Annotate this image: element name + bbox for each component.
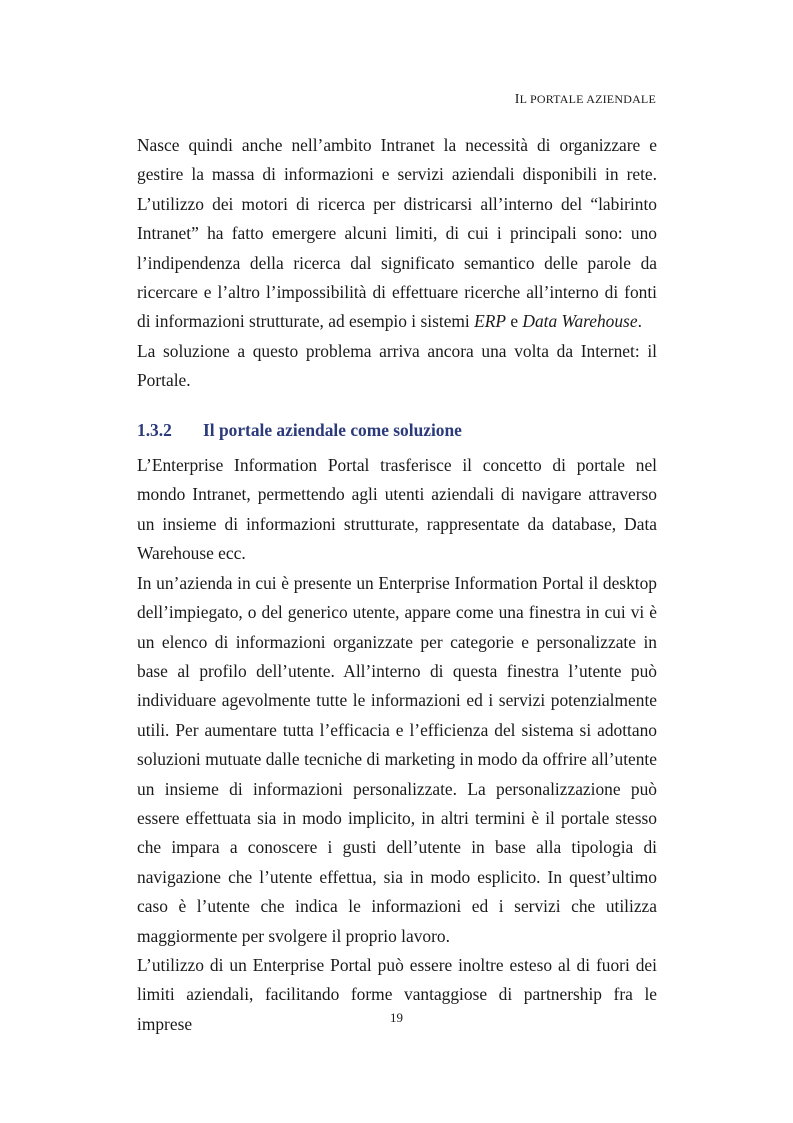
term-data-warehouse: Data Warehouse xyxy=(522,311,638,332)
running-header xyxy=(515,92,656,108)
page-number: 19 xyxy=(390,1010,403,1025)
section-heading xyxy=(137,416,657,445)
page-body xyxy=(137,131,657,1039)
paragraph-eip-intro: L’Enterprise Information Portal trasferisce il concetto di portale nel mondo Intranet, permettendo agli utenti aziendali di navigare attraverso un insieme di informazioni strutturate, rappresentate da database, Data Warehouse ecc. xyxy=(137,455,657,564)
paragraph-eip-desktop: In un’azienda in cui è presente un Enterprise Information Portal il desktop dell’impiegato, o del generico utente, appare come una finestra in cui vi è un elenco di informazioni organizzate per categorie e personalizzate in base al profilo dell’utente. All’interno di questa finestra l’utente può individuare agevolmente tutte le informazioni ed i servizi potenzialmente utili. Per aumentare tutta l’efficacia e l’efficienza del sistema si adottano soluzioni mutuate dalle tecniche di marketing in modo da offrire all’utente un insieme di informazioni personalizzate. La personalizzazione può essere effettuata sia in modo implicito, in altri termini è il portale stesso che impara a conoscere i gusti dell’utente in base alla tipologia di navigazione che l’utente effettua, sia in modo esplicito. In quest’ultimo caso è l’utente che indica le informazioni ed i servizi che utilizza maggiormente per svolgere il proprio lavoro. xyxy=(137,572,657,946)
running-header-title: L PORTALE AZIENDALE xyxy=(519,92,656,106)
term-erp: ERP xyxy=(474,311,506,332)
paragraph-eip-extension: L’utilizzo di un Enterprise Portal può essere inoltre esteso al di fuori dei limiti aziendali, facilitando forme vantaggiose di partnership fra le imprese xyxy=(137,954,657,1034)
paragraph-portal-solution: La soluzione a questo problema arriva ancora una volta da Internet: il Portale. xyxy=(137,340,657,391)
section-title: Il portale aziendale come soluzione xyxy=(203,419,462,440)
conjunction: e xyxy=(506,311,523,332)
sentence-end: . xyxy=(637,311,642,332)
running-header-initial: I xyxy=(514,92,520,107)
section-number: 1.3.2 xyxy=(137,419,172,440)
paragraph-intranet-limits xyxy=(137,131,657,337)
paragraph-text: Nasce quindi anche nell’ambito Intranet la necessità di organizzare e gestire la massa di informazioni e servizi aziendali disponibili in rete. L’utilizzo dei motori di ricerca per districarsi all’interno del “labirinto Intranet” ha fatto emergere alcuni limiti, di cui i principali sono: uno l’indipendenza della ricerca dal significato semantico delle parole da ricercare e l’altro l’impossibilità di effettuare ricerche all’interno di fonti di informazioni strutturate, ad esempio i sistemi xyxy=(137,135,657,332)
